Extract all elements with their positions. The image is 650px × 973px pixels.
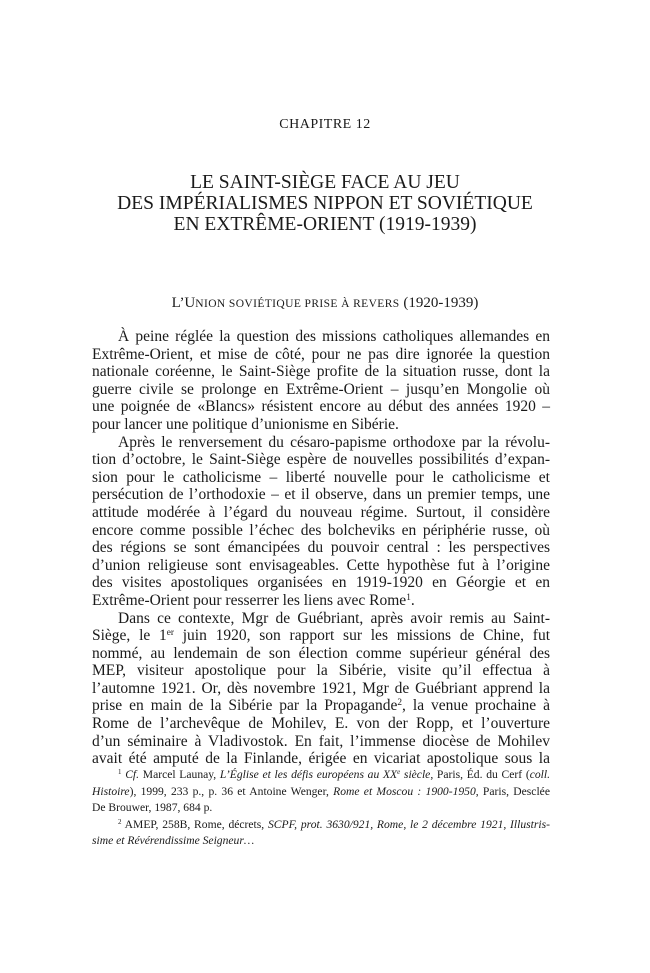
footnote-text: , Paris, Éd. du Cerf ( — [430, 768, 530, 781]
footnote-text: AMEP, 258B, Rome, décrets, — [121, 817, 268, 831]
text-line: persécution de l’orthodoxie – et il observe, dans un premier temps, une — [92, 486, 550, 504]
section-heading-lead: L’U — [171, 295, 196, 311]
footnote-italic: Cf. — [121, 768, 140, 781]
footnote-line — [92, 817, 550, 834]
text-line: Dans ce contexte, Mgr de Guébriant, après avoir remis au Saint- — [118, 609, 550, 627]
text-line-content: Extrême-Orient pour resserrer les liens avec Rome — [92, 591, 407, 609]
text-line: sion pour le catholicisme – liberté nouvelle pour le catholicisme et — [92, 468, 550, 486]
footnote-italic: SCPF, prot. 3630/921, Rome, le 2 décembre 1921, Illustris- — [267, 817, 550, 831]
footnote-italic: siècle — [400, 768, 431, 781]
footnote-line: De Brouwer, 1987, 684 p. — [92, 801, 213, 815]
text-line: l’automne 1921. Or, dès novembre 1921, Mgr de Guébriant apprend la — [92, 679, 550, 697]
footnote-italic: coll. — [529, 768, 550, 781]
chapter-title-line: EN EXTRÊME-ORIENT (1919-1939) — [173, 214, 477, 235]
chapter-title — [0, 172, 650, 235]
text-line — [92, 592, 550, 610]
footnote-italic: Histoire — [92, 784, 130, 798]
text-line: nationale coréenne, le Saint-Siège profite de la situation russe, dont la — [92, 363, 550, 381]
text-line: pour lancer une politique d’unionisme en Sibérie. — [92, 415, 399, 433]
footnote-line — [92, 767, 550, 784]
text-line: MEP, visiteur apostolique pour la Sibérie, visite qu’il effectua à — [92, 662, 550, 680]
text-line: Après le renversement du césaro-papisme orthodoxe par la révolu- — [118, 433, 550, 451]
text-line — [92, 697, 550, 715]
text-line: nommé, au lendemain de son élection comme supérieur général des — [92, 644, 550, 662]
footnote-superscript: e — [397, 768, 401, 777]
text-line: d’union religieuse sont envisageables. Cette hypothèse fut à l’origine — [92, 556, 550, 574]
footnote-marker: 1 — [118, 768, 122, 777]
footnote-ref: 2 — [397, 698, 403, 709]
text-line: guerre civile se prolonge en Extrême-Orient – jusqu’en Mongolie où — [92, 380, 550, 398]
text-line-content: , la venue prochaine à — [402, 697, 550, 715]
chapter-title-line: LE SAINT-SIÈGE FACE AU JEU — [190, 172, 460, 193]
text-line: attitude modérée à l’égard du nouveau régime. Surtout, il considère — [92, 503, 550, 521]
text-line: tion d’octobre, le Saint-Siège espère de nouvelles possibilités d’expan- — [92, 451, 550, 469]
footnote-text: ), 1999, 233 p., p. 36 et Antoine Wenger, — [129, 784, 334, 798]
text-line-content: juin 1920, son rapport sur les missions de Chine, fut — [174, 627, 551, 645]
section-heading-smallcaps: NION SOVIÉTIQUE PRISE À REVERS — [195, 298, 400, 310]
text-line: des régions se sont émancipées du pouvoir central : les perspectives — [92, 539, 550, 557]
footnote-marker: 2 — [118, 817, 122, 826]
text-line-content: Siège, le 1 — [92, 627, 167, 645]
body-text — [92, 328, 550, 768]
text-line: Extrême-Orient, et mise de côté, pour ne pas dire ignorée la question — [92, 345, 550, 363]
text-line: avait été amputé de la Finlande, érigée en vicariat apostolique sous la — [92, 750, 550, 768]
section-heading — [0, 295, 650, 312]
text-line: une poignée de «Blancs» résistent encore au début des années 1920 – — [92, 398, 550, 416]
footnote-line — [92, 784, 550, 801]
text-line — [92, 627, 550, 645]
ordinal-superscript: er — [166, 627, 174, 638]
footnote-line — [92, 833, 550, 850]
footnote-italic: Rome et Moscou : 1900-1950 — [333, 784, 476, 798]
footnote-italic: sime et Révérendissime Seigneur… — [92, 834, 255, 848]
text-line: des visites apostoliques organisées en 1919-1920 en Géorgie et en — [92, 574, 550, 592]
footnote-italic: L’Église et les défis européens au XX — [219, 768, 398, 781]
text-line: À peine réglée la question des missions catholiques allemandes en — [118, 328, 550, 345]
text-line-content: prise en main de la Sibérie par la Propagande — [92, 697, 398, 715]
footnotes — [92, 767, 550, 850]
footnote-ref: 1 — [406, 592, 411, 603]
text-line: Rome de l’archevêque de Mohilev, E. von der Ropp, et l’ouverture — [92, 715, 550, 733]
section-heading-dates: (1920-1939) — [399, 295, 479, 311]
footnote-text: Marcel Launay, — [139, 768, 220, 781]
chapter-title-line: DES IMPÉRIALISMES NIPPON ET SOVIÉTIQUE — [117, 193, 533, 214]
text-line: d’un séminaire à Vladivostok. En fait, l’immense diocèse de Mohilev — [92, 732, 550, 750]
footnote-text: , Paris, Desclée — [475, 784, 550, 798]
text-line-punct: . — [410, 591, 415, 609]
text-line: encore comme possible l’échec des bolcheviks en périphérie russe, où — [92, 521, 550, 539]
chapter-label: CHAPITRE 12 — [279, 117, 371, 132]
